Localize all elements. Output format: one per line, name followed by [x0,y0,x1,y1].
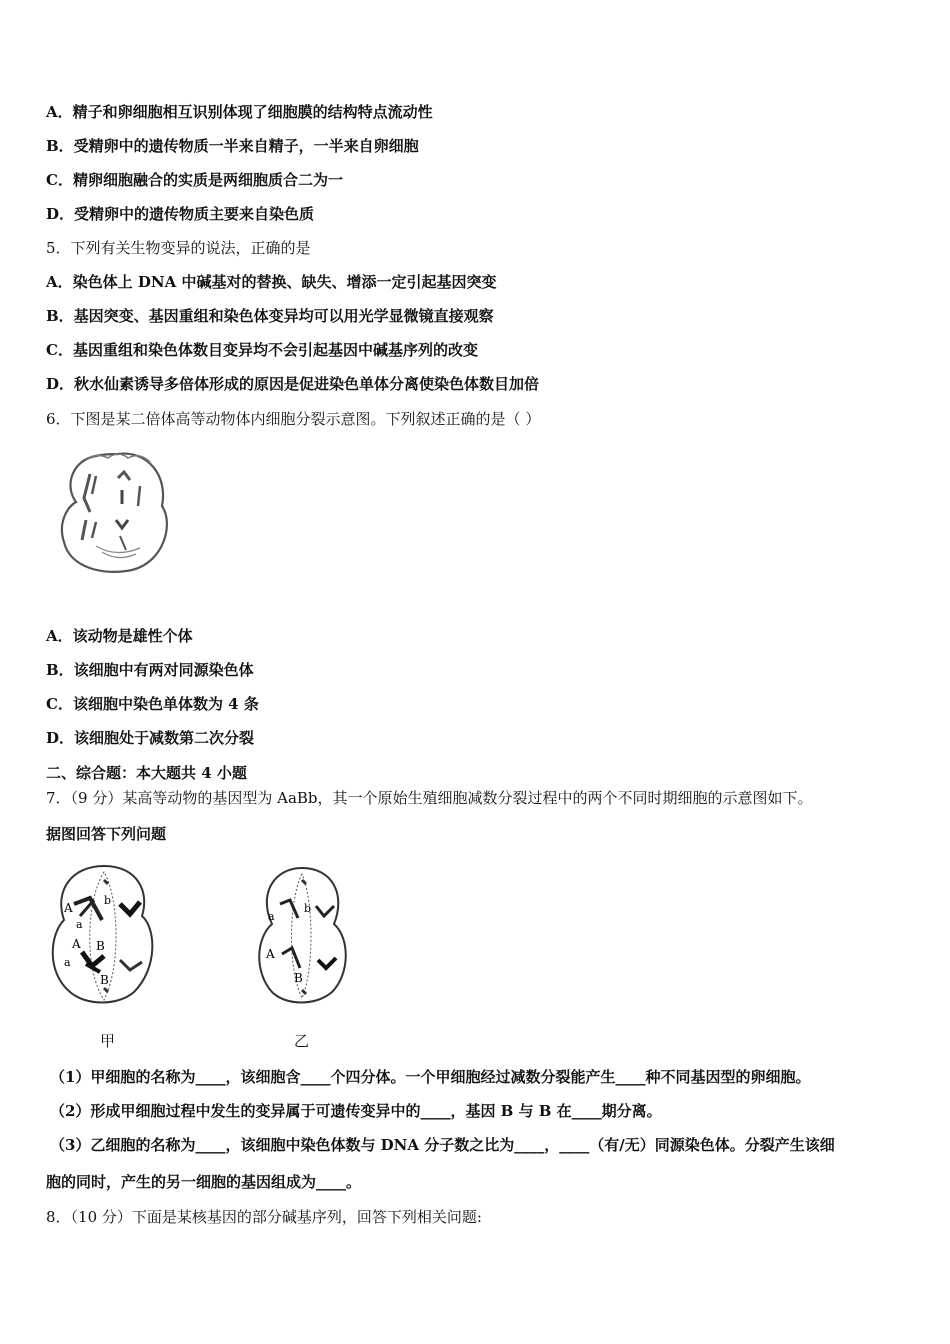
q6-option-c: C．该细胞中染色单体数为 4 条 [46,695,259,713]
q4-option-a: A．精子和卵细胞相互识别体现了细胞膜的结构特点流动性 [46,103,433,121]
q5-stem: 5．下列有关生物变异的说法，正确的是 [46,239,311,257]
q6-stem: 6．下图是某二倍体高等动物体内细胞分裂示意图。下列叙述正确的是（ ） [46,410,541,428]
q5-option-b: B．基因突变、基因重组和染色体变异均可以用光学显微镜直接观察 [46,307,494,325]
q6-option-a: A．该动物是雄性个体 [46,627,193,645]
q5-option-d: D．秋水仙素诱导多倍体形成的原因是促进染色单体分离使染色体数目加倍 [46,375,540,393]
section-2-heading: 二、综合题：本大题共 4 小题 [46,764,247,782]
gene-label-a: a [76,918,83,931]
gene-label-B-yi: B [294,971,303,985]
q8-stem: 8．（10 分）下面是某核基因的部分碱基序列，回答下列相关问题: [46,1208,482,1226]
q6-option-d: D．该细胞处于减数第二次分裂 [46,729,255,747]
q6-option-b: B．该细胞中有两对同源染色体 [46,661,254,679]
gene-label-b-yi: b [304,902,312,915]
q4-option-b: B．受精卵中的遗传物质一半来自精子，一半来自卵细胞 [46,137,419,155]
q7-figure-jia [46,860,162,1010]
q4-option-c: C．精卵细胞融合的实质是两细胞质合二为一 [46,171,343,189]
q4-option-d: D．受精卵中的遗传物质主要来自染色质 [46,205,315,223]
gene-label-A-2: A [72,937,81,951]
gene-label-b: b [104,894,112,907]
q7-part-1: （1）甲细胞的名称为____，该细胞含____个四分体。一个甲细胞经过减数分裂能产生____种不同基因型的卵细胞。 [50,1068,811,1086]
gene-label-B-2: B [100,973,109,987]
q7-stem: 7．（9 分）某高等动物的基因型为 AaBb，其一个原始生殖细胞减数分裂过程中的两个不同时期细胞的示意图如下。 [46,789,813,807]
gene-label-B: B [96,939,105,953]
q5-option-a: A．染色体上 DNA 中碱基对的替换、缺失、增添一定引起基因突变 [46,273,497,291]
q6-cell-division-figure [56,446,178,576]
gene-label-A-yi: A [266,947,275,961]
gene-label-a-2: a [64,956,71,969]
gene-label-A: A [64,901,73,915]
figure-label-yi: 乙 [294,1032,310,1050]
q7-part-2: （2）形成甲细胞过程中发生的变异属于可遗传变异中的____，基因 B 与 B 在____期分离。 [50,1102,662,1120]
q7-figure-yi [250,860,356,1010]
gene-label-a-yi: a [268,910,275,923]
q7-part-3-cont: 胞的同时，产生的另一细胞的基因组成为____。 [46,1173,362,1191]
q5-option-c: C．基因重组和染色体数目变异均不会引起基因中碱基序列的改变 [46,341,478,359]
figure-label-jia: 甲 [100,1032,116,1050]
q7-part-3: （3）乙细胞的名称为____，该细胞中染色体数与 DNA 分子数之比为____，____（有/无）同源染色体。分裂产生该细 [50,1136,835,1154]
q7-stem-2: 据图回答下列问题 [46,825,167,843]
